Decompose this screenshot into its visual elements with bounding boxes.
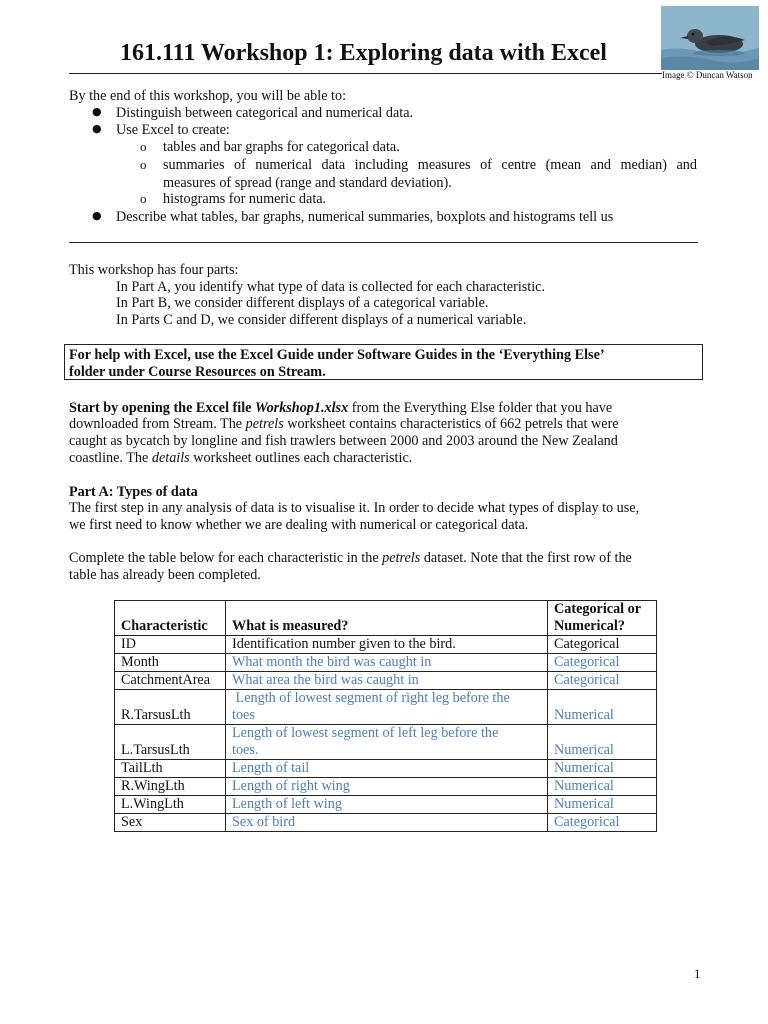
cell-characteristic: CatchmentArea (115, 672, 226, 690)
cell-characteristic: Month (115, 654, 226, 672)
cell-type-answer[interactable]: Numerical (548, 690, 657, 725)
part-description: In Parts C and D, we consider different displays of a numerical variable. (116, 312, 527, 328)
cell-type-answer[interactable]: Numerical (548, 778, 657, 796)
objective-item: Describe what tables, bar graphs, numerical summaries, boxplots and histograms tell us (116, 209, 614, 225)
cell-type-answer[interactable]: Numerical (548, 725, 657, 760)
cell-measured-answer[interactable] (226, 725, 548, 760)
table-row (115, 690, 657, 725)
cell-type-answer[interactable]: Categorical (548, 654, 657, 672)
answer-line: toes (232, 707, 255, 723)
table-header-row (115, 601, 657, 636)
table-row (115, 654, 657, 672)
start-text: worksheet outlines each characteristic. (189, 450, 413, 466)
cell-measured-answer[interactable]: Sex of bird (226, 814, 548, 832)
table-row (115, 778, 657, 796)
start-paragraph-line (69, 400, 612, 417)
objective-item: Use Excel to create: (116, 122, 230, 138)
start-paragraph-line: caught as bycatch by longline and fish trawlers between 2000 and 2003 around the New Zealand (69, 433, 618, 449)
cell-measured-answer[interactable]: Length of right wing (226, 778, 548, 796)
part-a-instruction-line: table has already been completed. (69, 567, 261, 583)
table-row (115, 672, 657, 690)
cell-type-answer[interactable]: Categorical (548, 814, 657, 832)
table-row (115, 796, 657, 814)
dataset-name: petrels (382, 550, 421, 566)
objective-subitem: summaries of numerical data including measures of centre (mean and median) and (163, 157, 697, 173)
part-description: In Part B, we consider different displays of a categorical variable. (116, 295, 489, 311)
start-text: downloaded from Stream. The (69, 416, 246, 432)
start-text: worksheet contains characteristics of 662 petrels that were (283, 416, 619, 432)
header-type-line: Categorical or (554, 601, 642, 617)
title-underline (69, 73, 662, 74)
cell-characteristic: TailLth (115, 760, 226, 778)
characteristics-table (114, 600, 657, 832)
cell-characteristic: R.WingLth (115, 778, 226, 796)
cell-type-answer[interactable]: Numerical (548, 796, 657, 814)
cell-characteristic: R.TarsusLth (115, 690, 226, 725)
instruction-text: Complete the table below for each characteristic in the (69, 550, 383, 566)
worksheet-name: details (151, 450, 190, 466)
worksheet-name: petrels (245, 416, 284, 432)
part-a-paragraph-line: we first need to know whether we are dealing with numerical or categorical data. (69, 517, 529, 533)
image-credit: Image © Duncan Watson (662, 70, 753, 80)
instruction-text: dataset. Note that the first row of the (420, 550, 632, 566)
petrel-photo (661, 6, 759, 70)
cell-type-answer[interactable]: Numerical (548, 760, 657, 778)
cell-type-answer[interactable]: Categorical (548, 672, 657, 690)
cell-measured-answer[interactable] (226, 690, 548, 725)
objective-subitem: histograms for numeric data. (163, 191, 327, 207)
header-characteristic: Characteristic (115, 601, 226, 636)
cell-measured-answer[interactable]: What area the bird was caught in (226, 672, 548, 690)
page-number: 1 (694, 966, 701, 981)
cell-measured-answer[interactable]: What month the bird was caught in (226, 654, 548, 672)
start-paragraph-line (69, 416, 619, 433)
start-paragraph-line (69, 450, 412, 467)
start-lead: Start by opening the Excel file (69, 400, 256, 416)
start-text: coastline. The (69, 450, 152, 466)
table-row (115, 725, 657, 760)
file-name: Workshop1.xlsx (255, 400, 349, 416)
part-a-instruction-line (69, 550, 632, 567)
cell-type: Categorical (548, 636, 657, 654)
parts-intro: This workshop has four parts: (69, 262, 239, 278)
cell-characteristic: ID (115, 636, 226, 654)
page-title: 161.111 Workshop 1: Exploring data with Excel (120, 40, 607, 66)
cell-characteristic: L.WingLth (115, 796, 226, 814)
sub-bullet-marker: o (140, 157, 147, 172)
cell-characteristic: L.TarsusLth (115, 725, 226, 760)
cell-measured: Identification number given to the bird. (226, 636, 548, 654)
objective-item: Distinguish between categorical and numerical data. (116, 105, 414, 121)
part-description: In Part A, you identify what type of data is collected for each characteristic. (116, 279, 546, 295)
header-what-measured: What is measured? (226, 601, 548, 636)
header-type-line: Numerical? (554, 618, 625, 634)
cell-measured-answer[interactable]: Length of left wing (226, 796, 548, 814)
objective-subitem-continued: measures of spread (range and standard deviation). (163, 175, 452, 191)
start-text: from the Everything Else folder that you have (348, 400, 613, 416)
objectives-intro: By the end of this workshop, you will be able to: (69, 88, 347, 104)
header-type (548, 601, 657, 636)
answer-line: Length of lowest segment of right leg before the (232, 690, 510, 706)
bullet-marker: ● (92, 209, 102, 222)
bullet-marker: ● (92, 105, 102, 118)
answer-line: Length of lowest segment of left leg before the (232, 725, 499, 741)
bullet-marker: ● (92, 122, 102, 135)
cell-characteristic: Sex (115, 814, 226, 832)
table-row (115, 814, 657, 832)
answer-line: toes. (232, 742, 259, 758)
help-text-line: folder under Course Resources on Stream. (69, 364, 326, 380)
table-row (115, 760, 657, 778)
part-a-paragraph-line: The first step in any analysis of data is to visualise it. In order to decide what types of display to use, (69, 500, 640, 516)
section-divider (69, 242, 698, 243)
table-row (115, 636, 657, 654)
sub-bullet-marker: o (140, 139, 147, 154)
petrel-bird-image (661, 6, 759, 70)
help-text-line: For help with Excel, use the Excel Guide under Software Guides in the ‘Everything Else’ (69, 347, 605, 363)
objective-subitem: tables and bar graphs for categorical data. (163, 139, 400, 155)
cell-measured-answer[interactable]: Length of tail (226, 760, 548, 778)
sub-bullet-marker: o (140, 191, 147, 206)
part-a-heading: Part A: Types of data (69, 484, 198, 500)
